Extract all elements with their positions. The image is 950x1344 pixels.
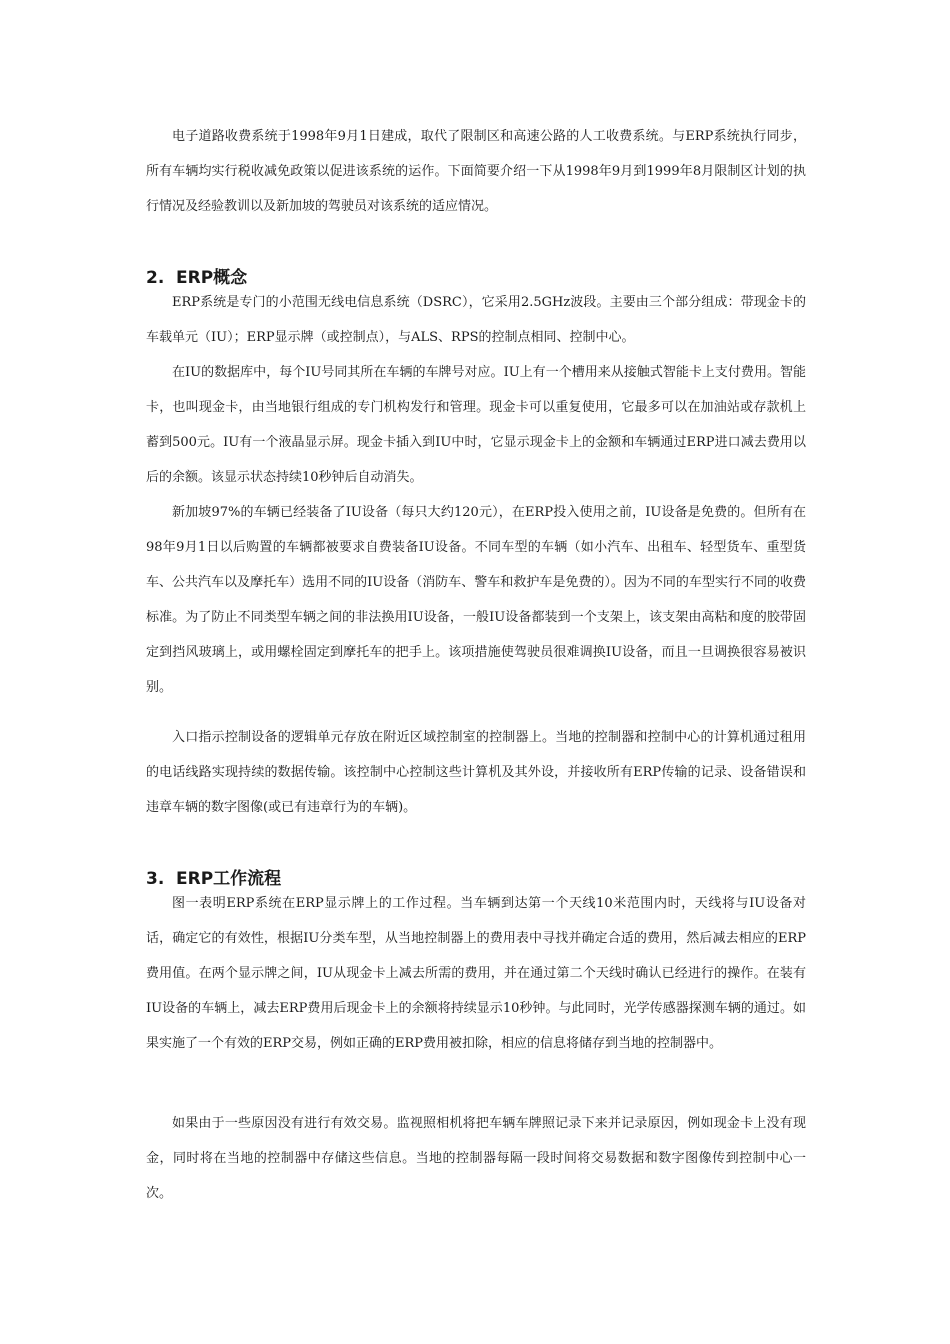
section-2-title: ERP概念 — [176, 268, 248, 288]
section-3-title: ERP工作流程 — [176, 869, 282, 889]
section-3-paragraph-1: 图一表明ERP系统在ERP显示牌上的工作过程。当车辆到达第一个天线10米范围内时，天线将与IU设备对话，确定它的有效性，根据IU分类车型，从当地控制器上的费用表中寻找并确定合适的费用，然后减去相应的ERP费用值。在两个显示牌之间，IU从现金卡上减去所需的费用，并在通过第二个天线时确认已经进行的操作。在装有IU设备的车辆上，减去ERP费用后现金卡上的余额将持续显示10秒钟。与此同时，光学传感器探测车辆的通过。如果实施了一个有效的ERP交易，例如正确的ERP费用被扣除，相应的信息将储存到当地的控制器中。 — [146, 896, 806, 1051]
section-3-number: 3. — [146, 869, 165, 889]
section-2-paragraph-4: 入口指示控制设备的逻辑单元存放在附近区域控制室的控制器上。当地的控制器和控制中心的计算机通过租用的电话线路实现持续的数据传输。该控制中心控制这些计算机及其外设，并接收所有ERP传输的记录、设备错误和违章车辆的数字图像(或已有违章行为的车辆)。 — [146, 730, 806, 815]
section-2-paragraph-3: 新加坡97%的车辆已经装备了IU设备（每只大约120元），在ERP投入使用之前，IU设备是免费的。但所有在98年9月1日以后购置的车辆都被要求自费装备IU设备。不同车型的车辆（如小汽车、出租车、轻型货车、重型货车、公共汽车以及摩托车）选用不同的IU设备（消防车、警车和救护车是免费的）。因为不同的车型实行不同的收费标准。为了防止不同类型车辆之间的非法换用IU设备，一般IU设备都装到一个支架上，该支架由高粘和度的胶带固定到挡风玻璃上，或用螺栓固定到摩托车的把手上。该项措施使驾驶员很难调换IU设备，而且一旦调换很容易被识别。 — [146, 505, 806, 695]
section-2-paragraph-2: 在IU的数据库中，每个IU号同其所在车辆的车牌号对应。IU上有一个槽用来从接触式智能卡上支付费用。智能卡，也叫现金卡，由当地银行组成的专门机构发行和管理。现金卡可以重复使用，它最多可以在加油站或存款机上蓄到500元。IU有一个液晶显示屏。现金卡插入到IU中时，它显示现金卡上的金额和车辆通过ERP进口减去费用以后的余额。该显示状态持续10秒钟后自动消失。 — [146, 365, 806, 485]
intro-paragraph: 电子道路收费系统于1998年9月1日建成，取代了限制区和高速公路的人工收费系统。与ERP系统执行同步，所有车辆均实行税收减免政策以促进该系统的运作。下面简要介绍一下从1998年9月到1999年8月限制区计划的执行情况及经验教训以及新加坡的驾驶员对该系统的适应情况。 — [146, 129, 806, 214]
section-3-paragraph-2: 如果由于一些原因没有进行有效交易。监视照相机将把车辆车牌照记录下来并记录原因，例如现金卡上没有现金，同时将在当地的控制器中存储这些信息。当地的控制器每隔一段时间将交易数据和数字图像传到控制中心一次。 — [146, 1116, 806, 1201]
section-2-paragraph-1: ERP系统是专门的小范围无线电信息系统（DSRC），它采用2.5GHz波段。主要由三个部分组成：带现金卡的车载单元（IU）；ERP显示牌（或控制点），与ALS、RPS的控制点相同、控制中心。 — [146, 295, 806, 345]
section-2-number: 2. — [146, 268, 165, 288]
